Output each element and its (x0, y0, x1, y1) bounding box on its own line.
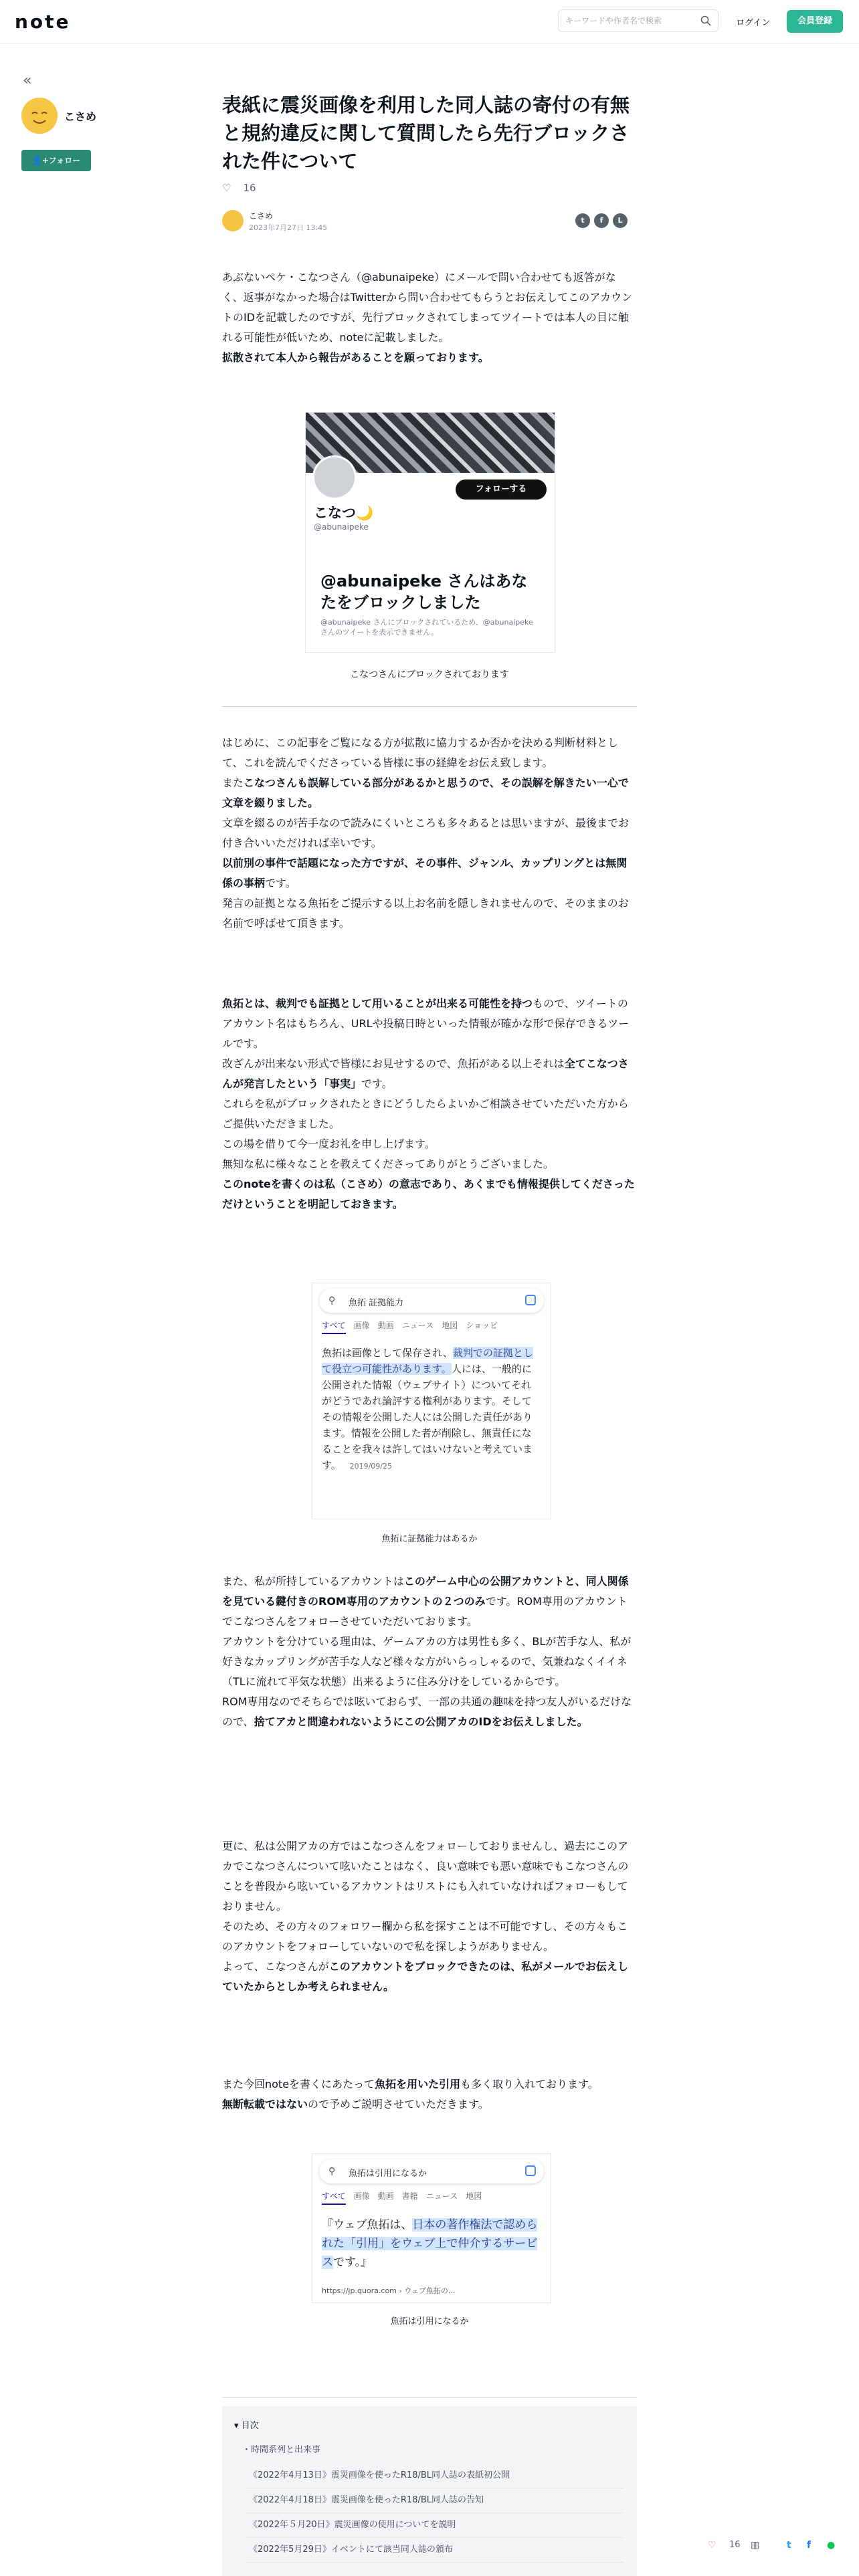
google-tab: ショッピ (466, 1321, 498, 1330)
google-query: 魚拓 証拠能力 (349, 1298, 404, 1308)
intro-paragraph (222, 267, 637, 368)
search-input[interactable] (559, 10, 706, 31)
avatar-face-icon (21, 98, 58, 134)
like-row (222, 182, 256, 194)
snippet-highlight: 日本の著作権法で認められた「引用」をウェブ上で仲介するサービス (322, 2218, 538, 2269)
google-result-screenshot[interactable] (312, 1283, 551, 1519)
para-line: 文章を綴るのが苦手なので読みにくいところも多々あるとは思いますが、最後までお付き合いいただければ幸いです。 (222, 817, 630, 849)
google-search-bar (319, 1289, 544, 1313)
toc-items (245, 2464, 624, 2563)
google-query: 魚拓は引用になるか (349, 2169, 427, 2179)
toc-item[interactable]: 《2022年5月29日》イベントにて該当同人誌の頒布 (245, 2538, 624, 2563)
para-line: 改ざんが出来ない形式で皆様にお見せするので、魚拓がある以上それは (222, 1057, 565, 1070)
creator-name[interactable]: こさめ (64, 110, 97, 123)
lens-icon (525, 1295, 536, 1305)
search-icon: ⚲ (328, 1295, 336, 1306)
para-line: です。ROM専用のアカウントでこなつさんをフォローさせていただいております。 (222, 1595, 628, 1628)
google-tabs (322, 2190, 490, 2202)
toc-section[interactable]: ・時間系列と出来事 (242, 2445, 321, 2455)
toc-item[interactable]: 《2022年4月18日》震災画像を使ったR18/BL同人誌の告知 (245, 2488, 624, 2513)
section-accounts (222, 1572, 637, 1732)
section-quote (222, 2074, 637, 2115)
creator-avatar[interactable] (21, 98, 58, 134)
snippet-date: 2019/09/25 (349, 1462, 392, 1471)
line-share-icon[interactable]: L (613, 213, 628, 228)
like-count: 16 (243, 182, 256, 194)
para-bold: 魚拓を用いた引用 (375, 2078, 461, 2090)
para-line: また今回noteを書くにあたって (222, 2078, 375, 2090)
google-tab: すべて (322, 1321, 346, 1334)
twitter-handle: @abunaipeke (314, 522, 369, 532)
google-result-screenshot-2[interactable] (312, 2153, 551, 2303)
toc-header[interactable] (234, 2418, 259, 2431)
google-tab: ニュース (401, 1321, 434, 1330)
toc-item[interactable]: 《2022年4月13日》震災画像を使ったR18/BL同人誌の表紙初公開 (245, 2464, 624, 2488)
para-line: 更に、私は公開アカの方ではこなつさんをフォローしておりませんし、過去にこのアカでこなつさんについて呟いたことはなく、良い意味でも悪い意味でもこなつさんのことを普段から呟いているアカウントはリストにも入れていなければフォローもしておりません。 (222, 1840, 629, 1913)
para-line: アカウントを分けている理由は、ゲームアカの方は男性も多く、BLが苦手な人、私が好きなカップリングが苦手な人など様々な方がいらっしゃるので、気兼ねなくイイネ（TLに流れて平気な状態）出来るように住み分けをしているからです。 (222, 1635, 632, 1688)
para-line: も多く取り入れております。 (460, 2078, 599, 2090)
google-tab: すべて (322, 2191, 346, 2205)
para-line: そのため、その方々のフォロワー欄から私を探すことは不可能ですし、その方々もこのアカウントをフォローしていないので私を探しようがありません。 (222, 1920, 628, 1953)
twitter-follow-button: フォローする (456, 479, 547, 500)
toc-item[interactable]: 《2022年５月20日》震災画像の使用についてを説明 (245, 2513, 624, 2538)
follow-label: フォロー (48, 156, 81, 165)
line-share-icon[interactable]: ● (827, 2540, 836, 2551)
intro-bold: 拡散されて本人から報告があることを願っております。 (222, 351, 489, 364)
para-line: また、私が所持しているアカウントは (222, 1575, 404, 1588)
chevron-down-icon: ▾ (234, 2421, 242, 2431)
para-line: はじめに、この記事をご覧になる方が拡散に協力するか否かを決める判断材料として、これを読んでくださっている皆様に事の経緯をお伝え致します。 (222, 736, 619, 769)
table-of-contents (222, 2406, 637, 2576)
note-logo[interactable]: note (15, 11, 71, 33)
para-line: 発言の証拠となる魚拓をご提示する以上お名前を隠しきれませんので、そのままのお名前で呼ばせて頂きます。 (222, 897, 629, 930)
lens-icon (525, 2165, 536, 2176)
profile-picture (312, 455, 357, 500)
collapse-sidebar-icon[interactable]: « (23, 72, 32, 89)
author-name[interactable]: こさめ (249, 211, 274, 221)
para-bold: 以前別の事件で話題になった方ですが、その事件、ジャンル、カップリングとは無関係の事柄 (222, 857, 628, 889)
login-link[interactable]: ログイン (736, 18, 771, 28)
google-tab: 書籍 (401, 2191, 418, 2201)
google-search-bar (319, 2159, 544, 2183)
floating-action-bar (698, 2533, 859, 2560)
search-icon: ⚲ (328, 2166, 336, 2177)
para-bold: 全てこなつさんが発言したという「事実」 (222, 1057, 629, 1090)
google-tab: ニュース (425, 2191, 458, 2201)
para-line: よって、こなつさんが (222, 1960, 329, 1973)
para-bold: このアカウントをブロックできたのは、私がメールでお伝えしていたからとしか考えられません。 (222, 1960, 628, 1993)
para-line: です。 (361, 1077, 393, 1090)
google-tab: 地図 (442, 1321, 458, 1330)
divider (222, 706, 637, 707)
para-line: もので、ツイートのアカウント名はもちろん、URLや投稿日時といった情報が確かな形で保存できるツールです。 (222, 997, 630, 1050)
author-avatar[interactable] (222, 210, 244, 231)
google-tab: 動画 (377, 2191, 394, 2201)
blocked-subtext: @abunaipeke さんにブロックされているため、@abunaipeke さんのツイートを表示できません。 (320, 618, 533, 637)
para-line: 無知な私に様々なことを教えてくださってありがとうございました。 (222, 1158, 555, 1170)
para-bold: 無断転載ではない (222, 2098, 308, 2111)
user-plus-icon: 👤+ (31, 156, 49, 165)
twitter-share-icon[interactable]: t (787, 2540, 791, 2551)
para-bold: 魚拓とは、裁判でも証拠として用いることが出来る可能性を持つ (222, 997, 533, 1010)
search-box[interactable] (558, 9, 719, 32)
snippet-text: です。』 (333, 2256, 373, 2269)
google-tabs (322, 1319, 506, 1331)
para-line: ので予めご説明させていただきます。 (308, 2098, 489, 2111)
publish-date: 2023年7月27日 13:45 (249, 223, 328, 232)
magazine-icon[interactable]: ▥ (751, 2540, 760, 2551)
search-icon[interactable] (700, 15, 711, 26)
site-header (0, 0, 859, 43)
para-line: です。 (265, 877, 296, 889)
para-line: この場を借りて今一度お礼を申し上げます。 (222, 1138, 436, 1150)
para-bold: このゲーム中心の公開アカウントと、同人関係を見ている鍵付きのROM専用のアカウントの２つのみ (222, 1575, 629, 1608)
section-background (222, 733, 637, 934)
float-like-count: 16 (729, 2540, 741, 2550)
image-caption: こなつさんにブロックされております (350, 669, 509, 680)
twitter-name: こなつ🌙 (314, 505, 374, 521)
heart-icon[interactable]: ♡ (222, 182, 231, 194)
facebook-share-icon[interactable]: f (807, 2540, 812, 2551)
signup-button[interactable]: 会員登録 (787, 10, 843, 33)
share-buttons (571, 213, 628, 228)
section-follow (222, 1836, 637, 1997)
para-line: また (222, 776, 244, 789)
facebook-share-icon[interactable]: f (594, 213, 609, 228)
para-line: これらを私がブロックされたときにどうしたらよいかご相談させていただいた方からご提供いただきました。 (222, 1097, 629, 1130)
heart-icon[interactable]: ♡ (708, 2540, 717, 2551)
snippet-text: 人には、一般的に公開された情報（ウェブサイト）についてそれがどうであれ論評する権利があります。そしてその情報を公開した人には公開した責任があります。情報を公開した者が削除し、無責任になることを我々は許してはいけないと考えています。 (322, 1363, 533, 1471)
para-line: ROM専用なのでそちらでは呟いておらず、一部の共通の趣味を持つ友人がいるだけなので、 (222, 1695, 632, 1728)
intro-text: あぶないペケ・こなつさん（@abunaipeke）にメールで問い合わせても返答がなく、返事がなかった場合はTwitterから問い合わせてもらうとお伝えしてこのアカウントのIDを記載したのですが、先行ブロックされてしまってツイートでは本人の目に触れる可能性が低いため、noteに記載しました。 (222, 271, 633, 344)
google-snippet (322, 2216, 541, 2272)
section-gyotaku (222, 994, 637, 1214)
image-caption: 魚拓に証拠能力はあるか (381, 1534, 478, 1544)
para-bold: このnoteを書くのは私（こさめ）の意志であり、あくまでも情報提供してくださっただけということを明記しておきます。 (222, 1178, 635, 1210)
article-title: 表紙に震災画像を利用した同人誌の寄付の有無と規約違反に関して質問したら先行ブロックされた件について (222, 94, 630, 173)
toc-section-label: 時間系列と出来事 (251, 2445, 321, 2455)
para-bold: 捨てアカと間違われないようにこの公開アカのIDをお伝えしました。 (254, 1715, 588, 1728)
snippet-text: 魚拓は画像として保存され、 (322, 1347, 453, 1359)
toc-title: 目次 (241, 2421, 259, 2431)
google-tab: 画像 (353, 1321, 370, 1330)
para-bold: こなつさんも誤解している部分があるかと思うので、その誤解を解きたい一心で文章を綴りました。 (222, 776, 629, 809)
blocked-message: @abunaipeke さんはあなたをブロックしました (320, 572, 528, 612)
google-tab: 地図 (466, 2191, 482, 2201)
follow-button[interactable] (21, 150, 91, 171)
snippet-text: 『ウェブ魚拓は、 (322, 2218, 413, 2232)
blocked-screenshot[interactable] (305, 412, 555, 653)
google-tab: 動画 (377, 1321, 394, 1330)
twitter-share-icon[interactable]: t (575, 213, 590, 228)
google-snippet (322, 1345, 541, 1475)
image-caption: 魚拓は引用になるか (390, 2317, 469, 2327)
google-tab: 画像 (353, 2191, 370, 2201)
snippet-source: https://jp.quora.com › ウェブ魚拓の... (322, 2286, 456, 2295)
snippet-highlight: 裁判での証拠として役立つ可能性があります。 (322, 1347, 533, 1375)
